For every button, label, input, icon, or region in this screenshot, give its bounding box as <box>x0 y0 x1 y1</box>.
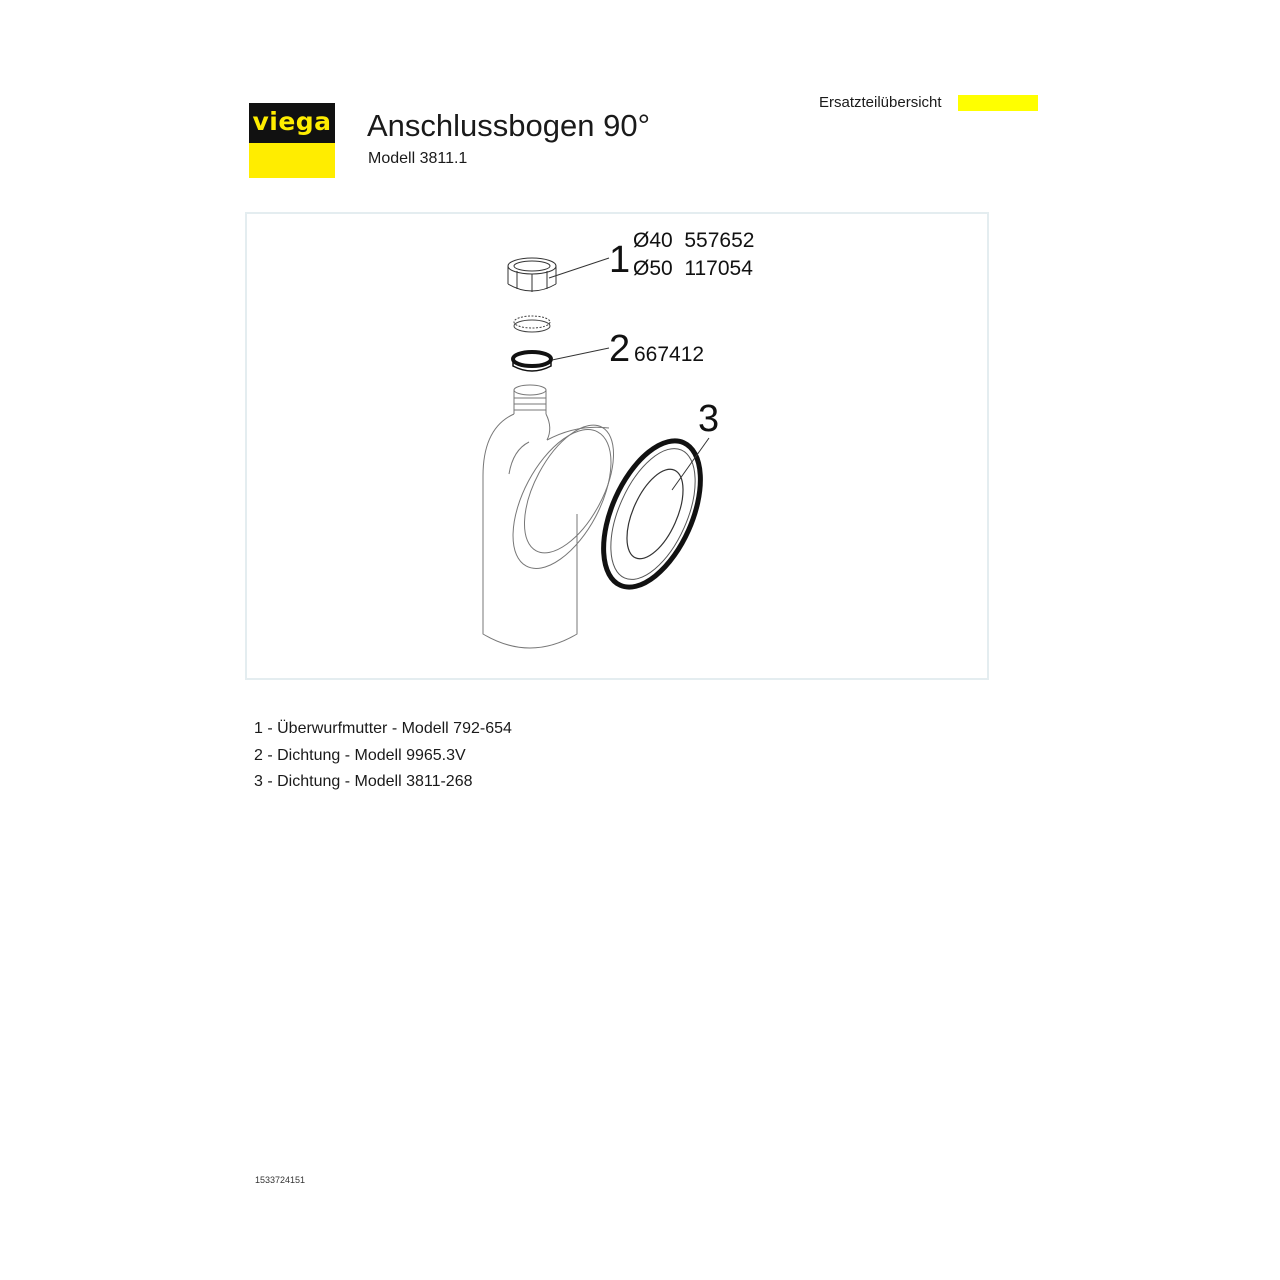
part-1-union-nut-icon <box>508 258 556 292</box>
callout-1-number: 1 <box>609 239 631 281</box>
exploded-view-svg <box>247 214 987 678</box>
callout-1-part-number-d40: Ø40 557652 <box>633 229 755 252</box>
callout-1-part-number-d50: Ø50 117054 <box>633 257 753 280</box>
logo-text: viega <box>252 106 332 136</box>
viega-logo <box>249 103 335 178</box>
legend-item-3: 3 - Dichtung - Modell 3811-268 <box>254 773 473 790</box>
leader-lines <box>549 258 709 490</box>
document-code: 1533724151 <box>255 1175 306 1185</box>
model-subtitle: Modell 3811.1 <box>368 150 468 167</box>
callout-labels <box>609 229 754 440</box>
legend-item-2: 2 - Dichtung - Modell 9965.3V <box>254 746 466 764</box>
thrust-ring-icon <box>514 316 550 332</box>
callout-3-number: 3 <box>698 398 720 440</box>
logo-yellow-block <box>249 143 335 178</box>
page-title: Anschlussbogen 90° <box>367 108 650 143</box>
highlight-bar <box>958 95 1038 111</box>
part-2-seal-ring-icon <box>513 352 551 371</box>
parts-legend <box>254 716 512 796</box>
document-type-label: Ersatzteilübersicht <box>819 94 942 111</box>
part-3-wall-seal-icon <box>584 426 721 601</box>
callout-2-part-number: 667412 <box>634 343 705 366</box>
exploded-view-drawing <box>245 212 989 680</box>
logo-black-block <box>249 103 335 143</box>
legend-item-1: 1 - Überwurfmutter - Modell 792-654 <box>254 720 512 737</box>
callout-2-number: 2 <box>609 328 631 370</box>
